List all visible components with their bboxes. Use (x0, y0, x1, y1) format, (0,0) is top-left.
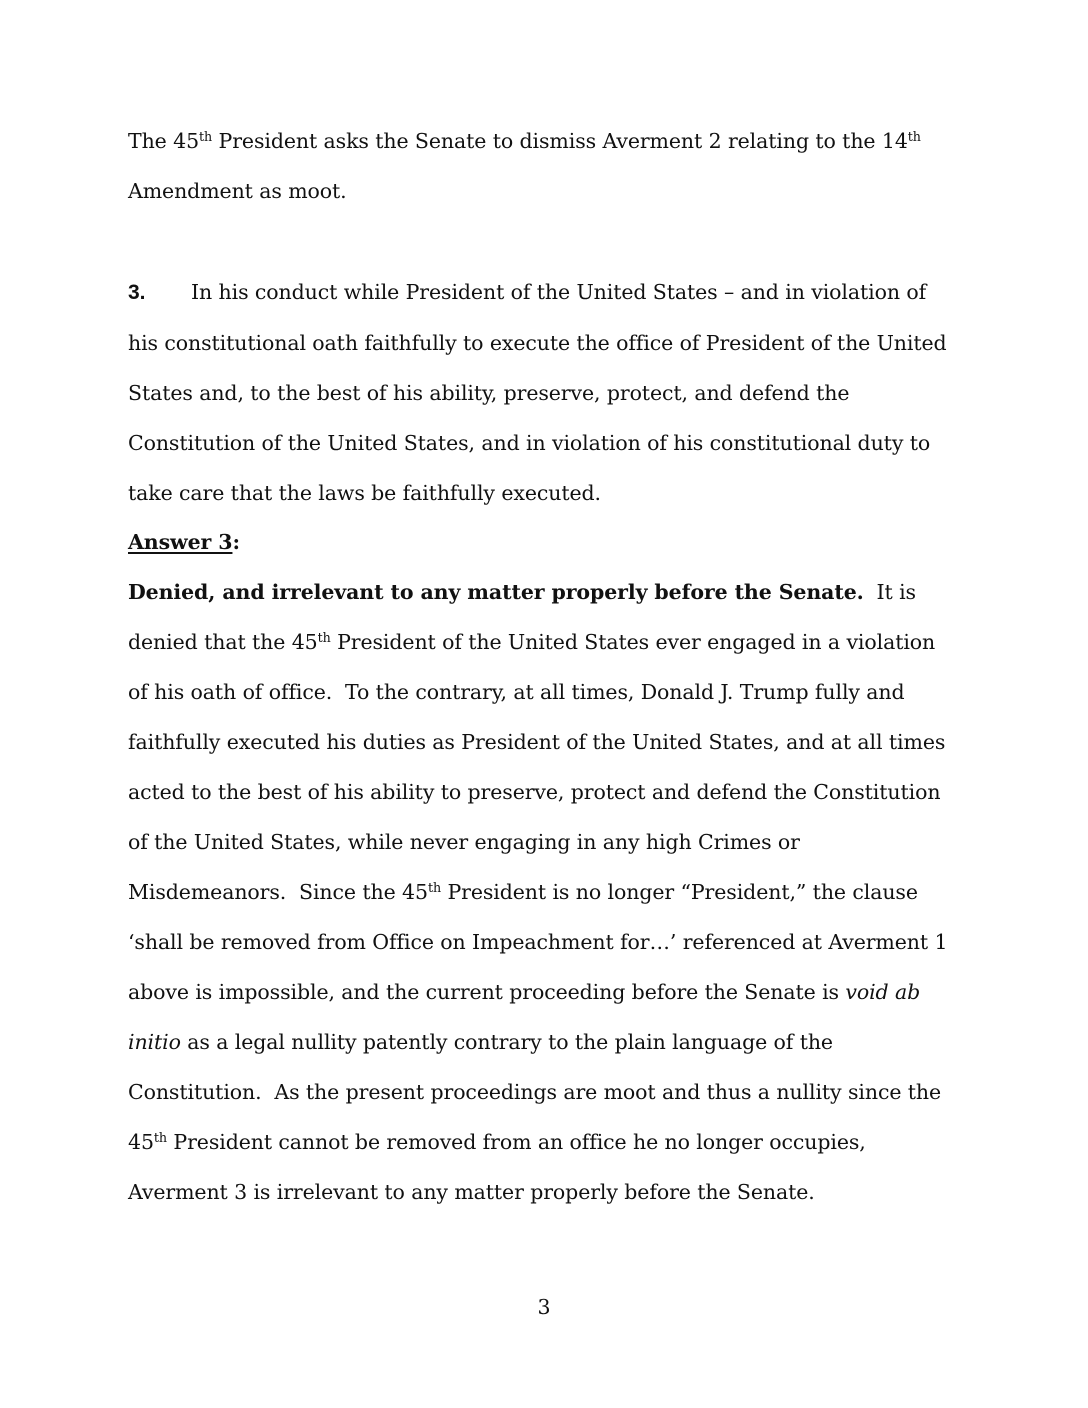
text-line: Averment 3 is irrelevant to any matter properly before the Senate. (128, 1180, 815, 1204)
text-line: acted to the best of his ability to preserve, protect and defend the Constitution (128, 780, 941, 804)
text-line: denied that the 45th President of the United States ever engaged in a violation (128, 630, 936, 654)
text-line: of his oath of office. To the contrary, at all times, Donald J. Trump fully and (128, 680, 905, 704)
text-line: take care that the laws be faithfully executed. (128, 481, 601, 505)
text-line: of the United States, while never engaging in any high Crimes or (128, 830, 800, 854)
text-line: Denied, and irrelevant to any matter properly before the Senate. It is (128, 580, 916, 604)
answer-heading: Answer 3: (128, 530, 240, 554)
text-line: Amendment as moot. (128, 179, 347, 203)
page-number: 3 (537, 1295, 551, 1319)
text-line: 3. In his conduct while President of the United States – and in violation of (128, 267, 968, 318)
answer-3-section (128, 517, 968, 1217)
text-line: The 45th President asks the Senate to dismiss Averment 2 relating to the 14th (128, 129, 921, 153)
text-line: initio as a legal nullity patently contrary to the plain language of the (128, 1030, 833, 1054)
text-line: ‘shall be removed from Office on Impeachment for…’ referenced at Averment 1 (128, 930, 948, 954)
paragraph-averment-2-conclusion (128, 116, 968, 216)
paragraph-number: 3. (128, 281, 146, 304)
text-line: faithfully executed his duties as President of the United States, and at all times (128, 730, 946, 754)
text-line: States and, to the best of his ability, preserve, protect, and defend the (128, 381, 850, 405)
text-line: Constitution of the United States, and in violation of his constitutional duty to (128, 431, 931, 455)
text-line: Misdemeanors. Since the 45th President is no longer “President,” the clause (128, 880, 918, 904)
text-line: 45th President cannot be removed from an office he no longer occupies, (128, 1130, 866, 1154)
text-line: his constitutional oath faithfully to execute the office of President of the United (128, 331, 947, 355)
text-line: Constitution. As the present proceedings are moot and thus a nullity since the (128, 1080, 942, 1104)
answer-bold-lead: Denied, and irrelevant to any matter properly before the Senate. (128, 580, 864, 604)
text-line: above is impossible, and the current proceeding before the Senate is void ab (128, 980, 921, 1004)
averment-3-paragraph (128, 267, 968, 518)
